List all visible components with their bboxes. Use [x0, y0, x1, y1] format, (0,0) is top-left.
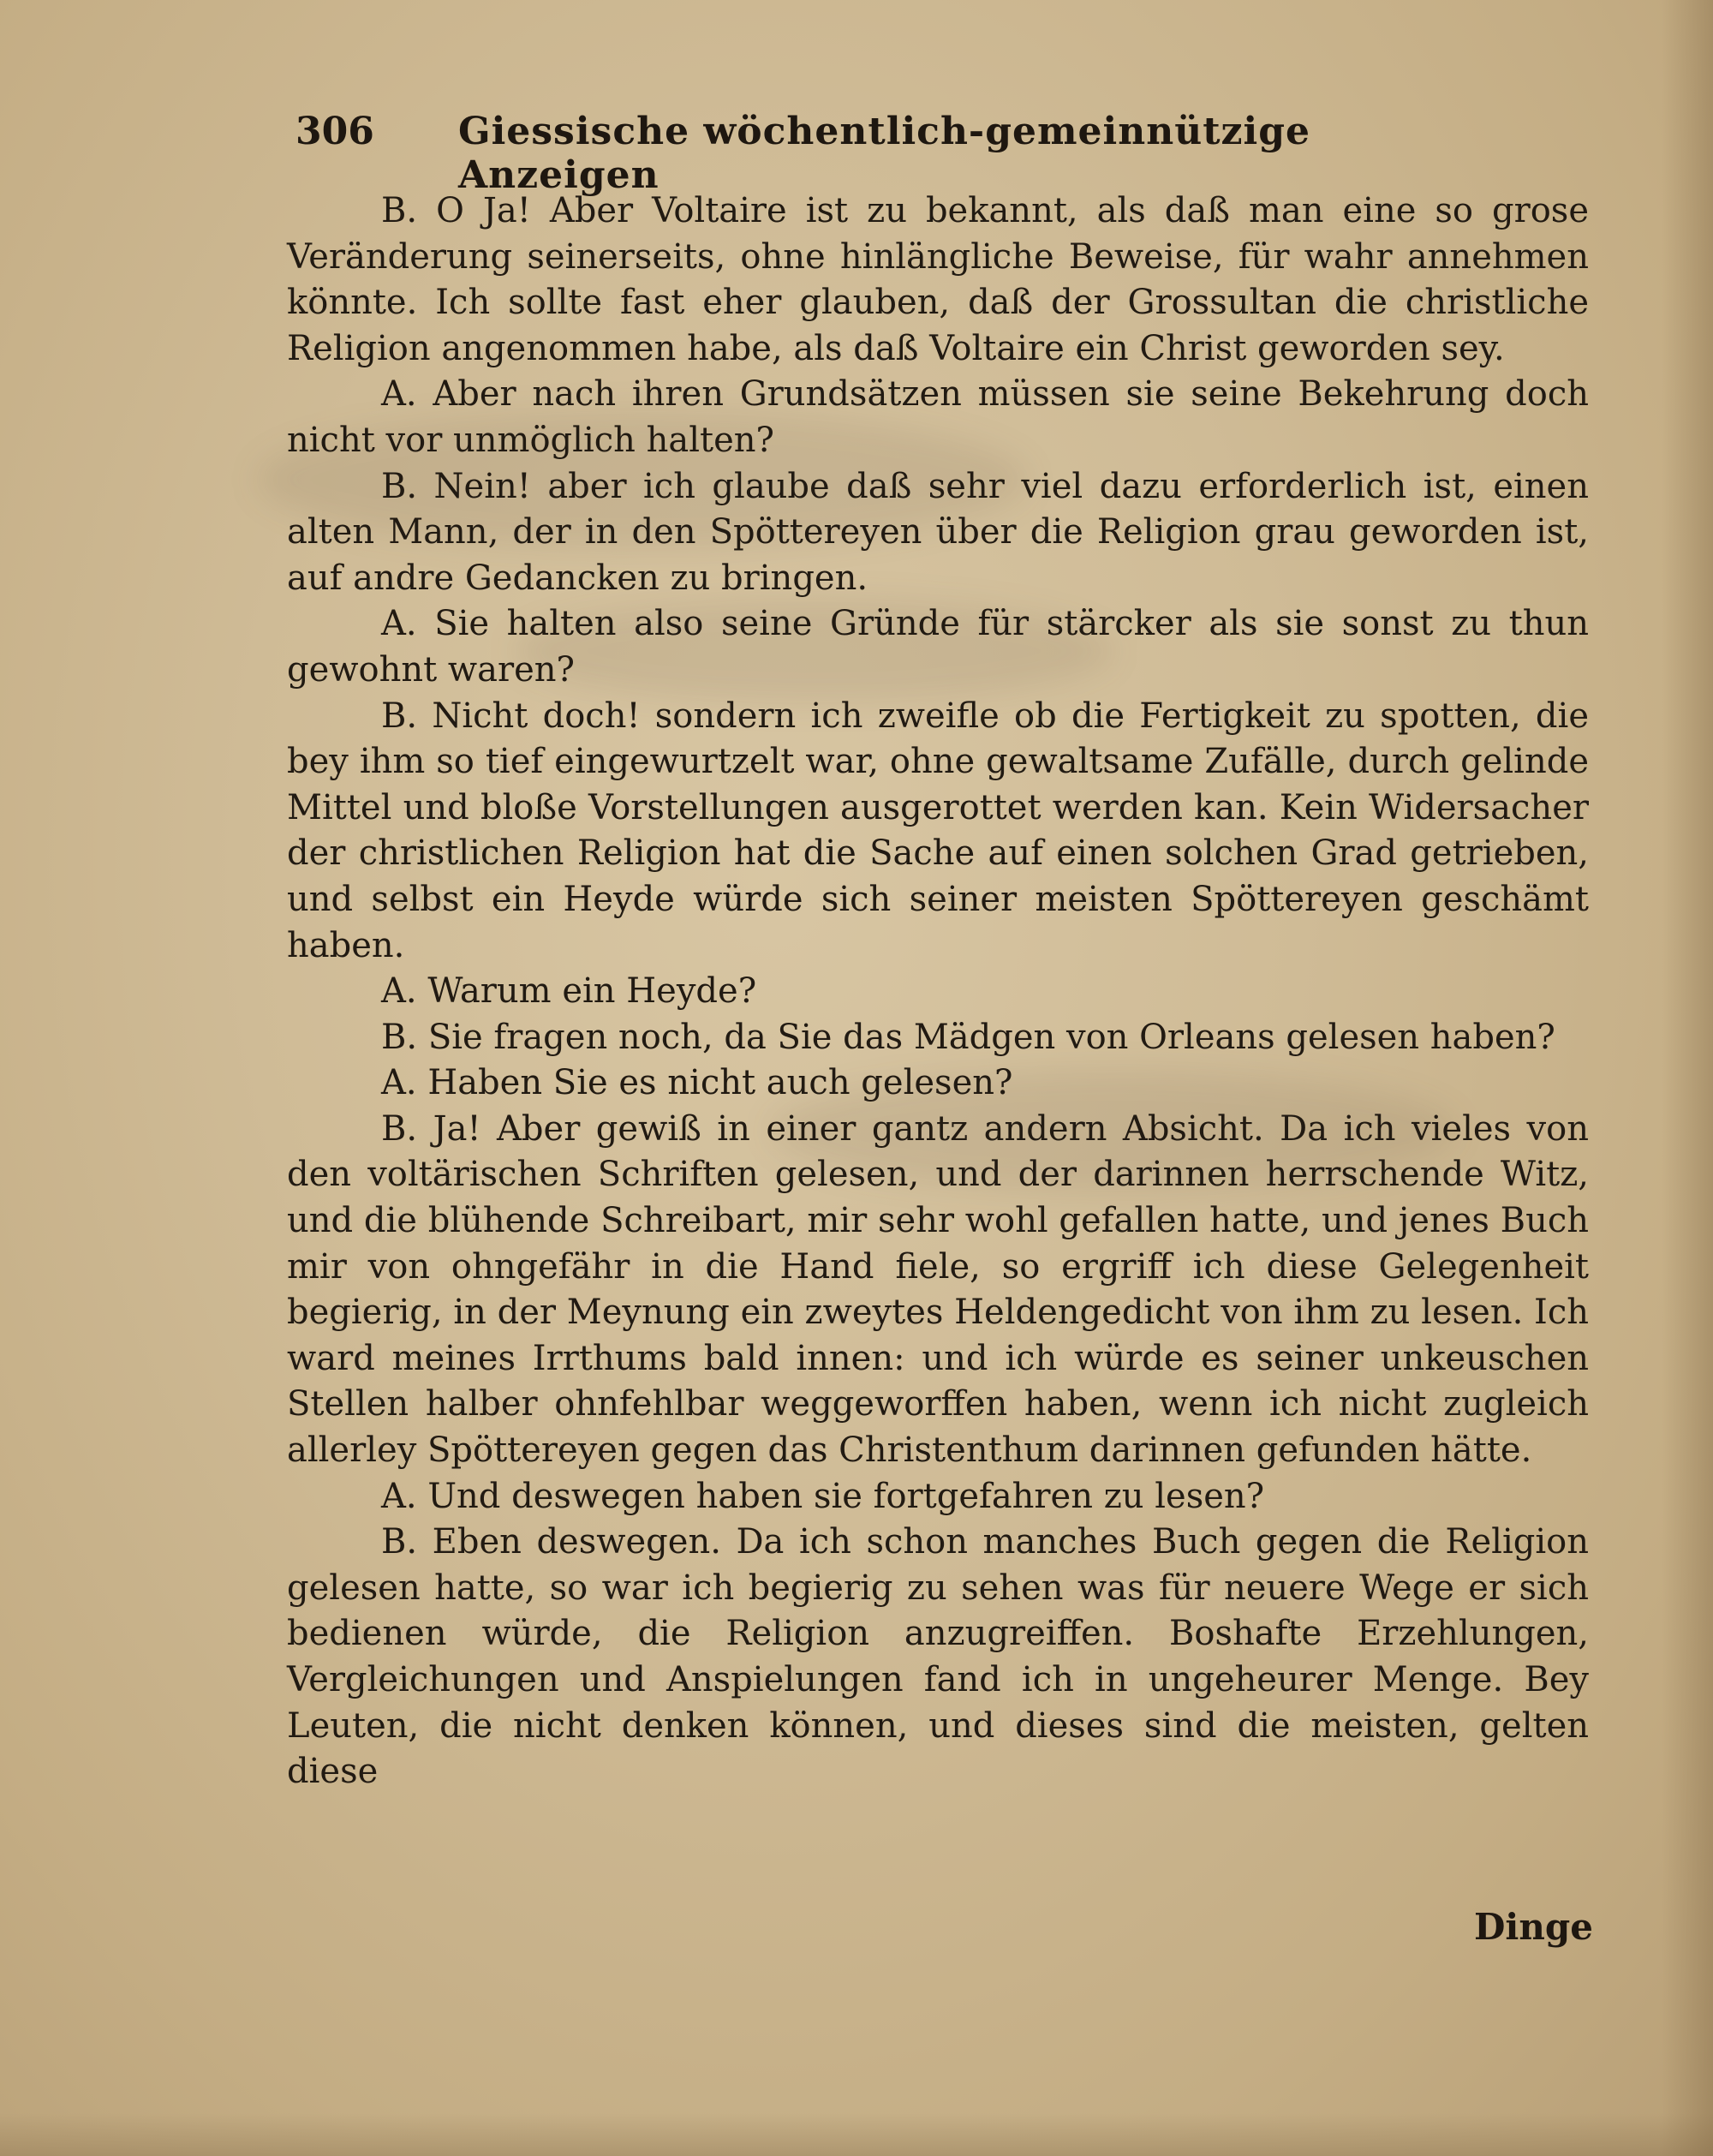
- catchword: Dinge: [1473, 1906, 1593, 1948]
- dialogue-paragraph: A. Und deswegen haben sie fortgefahren zu lesen?: [381, 1476, 1265, 1516]
- dialogue-paragraph: A. Warum ein Heyde?: [381, 971, 757, 1012]
- dialogue-paragraph: A. Aber nach ihren Grundsätzen müssen sie seine Bekehrung doch nicht vor unmöglich halten?: [287, 374, 1589, 460]
- dialogue-paragraph: B. O Ja! Aber Voltaire ist zu bekannt, als daß man eine so grose Veränderung seinerseits, ohne hinlängliche Beweise, für wahr annehmen könnte. Ich sollte fast eher glauben, daß der Grossultan die christliche Religion angenommen habe, als daß Voltaire ein Christ geworden sey.: [287, 191, 1589, 368]
- dialogue-paragraph: A. Sie halten also seine Gründe für stärcker als sie sonst zu thun gewohnt waren?: [287, 604, 1589, 690]
- body-text: [287, 188, 1589, 1795]
- dialogue-paragraph: B. Sie fragen noch, da Sie das Mädgen von Orleans gelesen haben?: [381, 1017, 1555, 1057]
- page-edge-shadow: [0, 2113, 1713, 2156]
- page-edge-shadow: [1662, 0, 1713, 2156]
- running-title: Giessische wöchentlich-gemeinnützige Anzeigen: [458, 110, 1310, 197]
- dialogue-paragraph: B. Eben deswegen. Da ich schon manches Buch gegen die Religion gelesen hatte, so war ich begierig zu sehen was für neuere Wege er sich bedienen würde, die Religion anzugreiffen. Boshafte Erzehlungen, Vergleichungen und Anspielungen fand ich in ungeheurer Menge. Bey Leuten, die nicht denken können, und dieses sind die meisten, gelten diese: [287, 1522, 1589, 1792]
- page-number: 306: [295, 110, 374, 153]
- dialogue-paragraph: B. Nein! aber ich glaube daß sehr viel dazu erforderlich ist, einen alten Mann, der in den Spöttereyen über die Religion grau geworden ist, auf andre Gedancken zu bringen.: [287, 466, 1589, 598]
- page-header: [295, 110, 1460, 197]
- dialogue-paragraph: A. Haben Sie es nicht auch gelesen?: [381, 1063, 1013, 1103]
- dialogue-paragraph: B. Ja! Aber gewiß in einer gantz andern Absicht. Da ich vieles von den voltärischen Schriften gelesen, und der darinnen herrschende Witz, und die blühende Schreibart, mir sehr wohl gefallen hatte, und jenes Buch mir von ohngefähr in die Hand fiele, so ergriff ich diese Gelegenheit begierig, in der Meynung ein zweytes Heldengedicht von ihm zu lesen. Ich ward meines Irrthums bald innen: und ich würde es seiner unkeuschen Stellen halber ohnfehlbar weggeworffen haben, wenn ich nicht zugleich allerley Spöttereyen gegen das Christenthum darinnen gefunden hätte.: [287, 1108, 1589, 1471]
- dialogue-paragraph: B. Nicht doch! sondern ich zweifle ob die Fertigkeit zu spotten, die bey ihm so tief eingewurtzelt war, ohne gewaltsame Zufälle, durch gelinde Mittel und bloße Vorstellungen ausgerottet werden kan. Kein Widersacher der christlichen Religion hat die Sache auf einen solchen Grad getrieben, und selbst ein Heyde würde sich seiner meisten Spöttereyen geschämt haben.: [287, 696, 1589, 965]
